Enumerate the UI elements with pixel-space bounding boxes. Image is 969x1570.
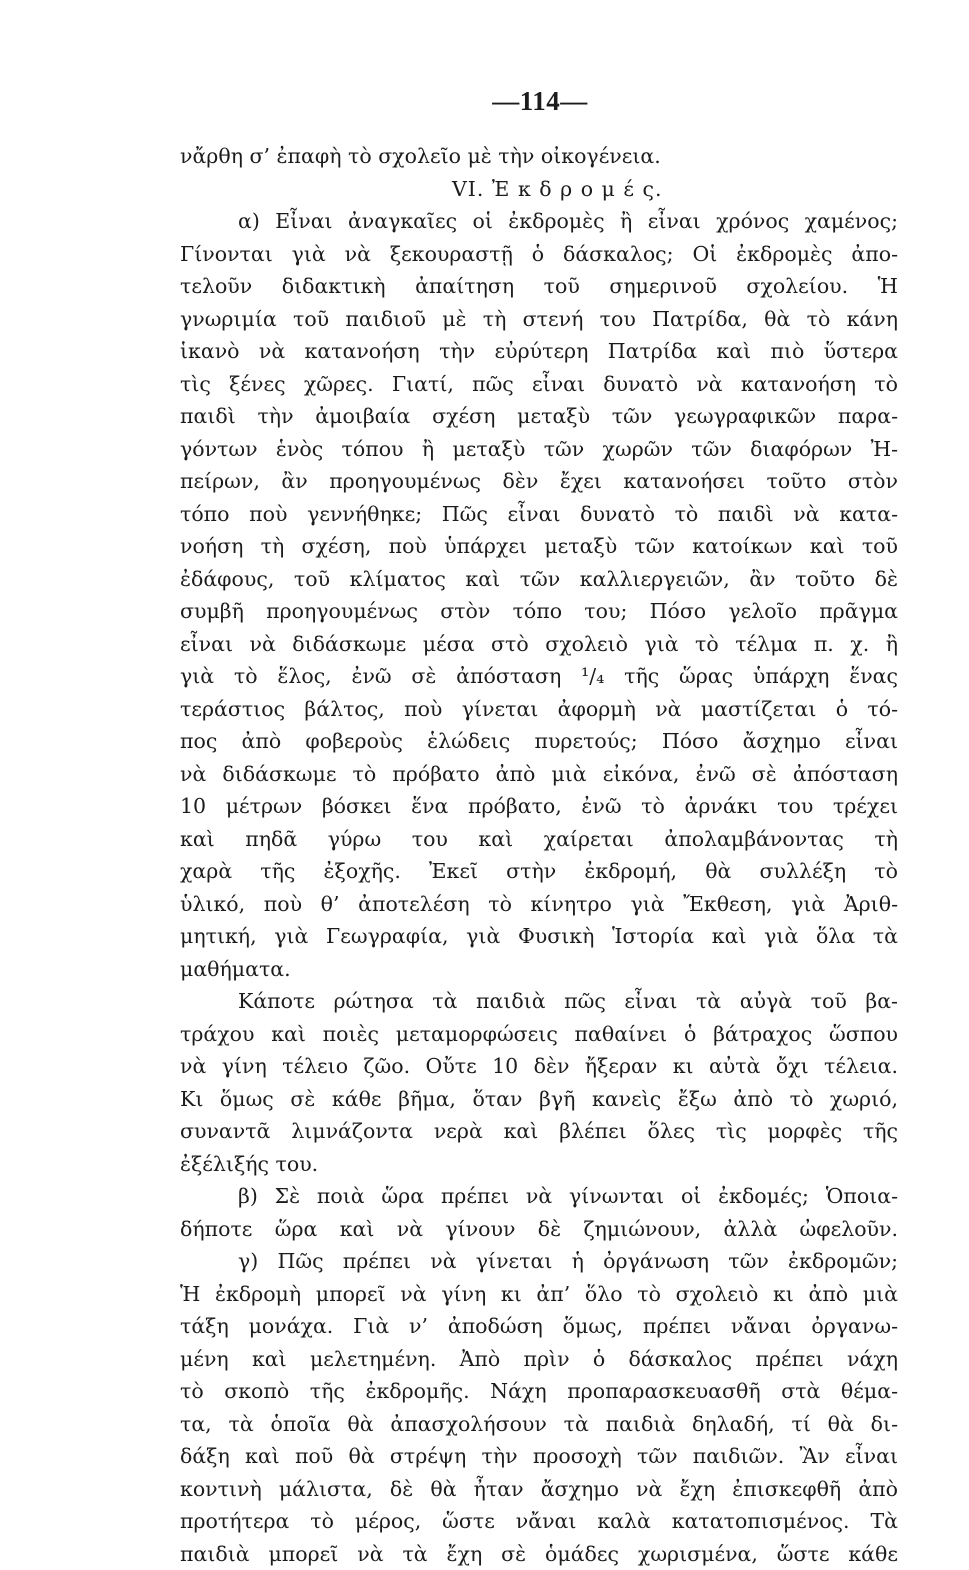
text-line: παιδιὰ μπορεῖ νὰ τὰ ἔχη σὲ ὁμάδες χωρισμένα, ὥστε κάθε: [180, 1538, 898, 1570]
text-line: συμβῆ προηγουμένως στὸν τόπο του; Πόσο γελοῖο πρᾶγμα: [180, 595, 898, 628]
text-line: παιδὶ τὴν ἀμοιβαία σχέση μεταξὺ τῶν γεωγραφικῶν παρα-: [180, 400, 898, 433]
text-line: χαρὰ τῆς ἐξοχῆς. Ἐκεῖ στὴν ἐκδρομή, θὰ συλλέξη τὸ: [180, 855, 898, 888]
section-heading: VI. Ἐ κ δ ρ ο μ έ ς.: [180, 173, 898, 206]
text-line: γ) Πῶς πρέπει νὰ γίνεται ἡ ὀργάνωση τῶν ἐκδρομῶν;: [180, 1245, 898, 1278]
text-line: τόπο ποὺ γεννήθηκε; Πῶς εἶναι δυνατὸ τὸ παιδὶ νὰ κατα-: [180, 498, 898, 531]
text-line: νὰ γίνη τέλειο ζῶο. Οὔτε 10 δὲν ἤξεραν κι αὐτὰ ὄχι τέλεια.: [180, 1050, 898, 1083]
text-line: τα, τὰ ὁποῖα θὰ ἀπασχολήσουν τὰ παιδιὰ δηλαδή, τί θὰ δι-: [180, 1408, 898, 1441]
text-line: β) Σὲ ποιὰ ὥρα πρέπει νὰ γίνωνται οἱ ἐκδομές; Ὁποια-: [180, 1180, 898, 1213]
text-line: α) Εἶναι ἀναγκαῖες οἱ ἐκδρομὲς ἢ εἶναι χρόνος χαμένος;: [180, 205, 898, 238]
text-line: πος ἀπὸ φοβεροὺς ἑλώδεις πυρετούς; Πόσο ἄσχημο εἶναι: [180, 725, 898, 758]
text-line: δάξη καὶ ποῦ θὰ στρέψη τὴν προσοχὴ τῶν παιδιῶν. Ἂν εἶναι: [180, 1440, 898, 1473]
text-line: τὸ σκοπὸ τῆς ἐκδρομῆς. Νάχη προπαρασκευασθῆ στὰ θέμα-: [180, 1375, 898, 1408]
text-line: δήποτε ὥρα καὶ νὰ γίνουν δὲ ζημιώνουν, ἀλλὰ ὠφελοῦν.: [180, 1213, 898, 1246]
text-line: γόντων ἑνὸς τόπου ἢ μεταξὺ τῶν χωρῶν τῶν διαφόρων Ἠ-: [180, 433, 898, 466]
text-line: ἱκανὸ νὰ κατανοήση τὴν εὐρύτερη Πατρίδα καὶ πιὸ ὕστερα: [180, 335, 898, 368]
text-line: εἶναι νὰ διδάσκωμε μέσα στὸ σχολειὸ γιὰ τὸ τέλμα π. χ. ἢ: [180, 628, 898, 661]
text-line: νὰ διδάσκωμε τὸ πρόβατο ἀπὸ μιὰ εἰκόνα, ἐνῶ σὲ ἀπόσταση: [180, 758, 898, 791]
text-line: μητική, γιὰ Γεωγραφία, γιὰ Φυσικὴ Ἱστορία καὶ γιὰ ὅλα τὰ: [180, 920, 898, 953]
text-line: κοντινὴ μάλιστα, δὲ θὰ ἦταν ἄσχημο νὰ ἔχη ἐπισκεφθῆ ἀπὸ: [180, 1473, 898, 1506]
body-text: [180, 140, 898, 1570]
text-line: Κι ὅμως σὲ κάθε βῆμα, ὅταν βγῆ κανεὶς ἔξω ἀπὸ τὸ χωριό,: [180, 1083, 898, 1116]
text-line: καὶ πηδᾶ γύρω του καὶ χαίρεται ἀπολαμβάνοντας τὴ: [180, 823, 898, 856]
text-line: ἐδάφους, τοῦ κλίματος καὶ τῶν καλλιεργειῶν, ἂν τοῦτο δὲ: [180, 563, 898, 596]
text-line: 10 μέτρων βόσκει ἕνα πρόβατο, ἐνῶ τὸ ἀρνάκι του τρέχει: [180, 790, 898, 823]
text-line: τεράστιος βάλτος, ποὺ γίνεται ἀφορμὴ νὰ μαστίζεται ὁ τό-: [180, 693, 898, 726]
text-line: γνωριμία τοῦ παιδιοῦ μὲ τὴ στενή του Πατρίδα, θὰ τὸ κάνη: [180, 303, 898, 336]
text-line: μένη καὶ μελετημένη. Ἀπὸ πρὶν ὁ δάσκαλος πρέπει νάχη: [180, 1343, 898, 1376]
text-line: τάξη μονάχα. Γιὰ ν’ ἀποδώση ὅμως, πρέπει νἄναι ὀργανω-: [180, 1310, 898, 1343]
text-line: γιὰ τὸ ἕλος, ἐνῶ σὲ ἀπόσταση ¹/₄ τῆς ὥρας ὑπάρχη ἕνας: [180, 660, 898, 693]
page-number: —114—: [0, 86, 969, 117]
text-line: ὑλικό, ποὺ θ’ ἀποτελέση τὸ κίνητρο γιὰ Ἔκθεση, γιὰ Ἀριθ-: [180, 888, 898, 921]
text-line: Γίνονται γιὰ νὰ ξεκουραστῇ ὁ δάσκαλος; Οἱ ἐκδρομὲς ἀπο-: [180, 238, 898, 271]
text-line: μαθήματα.: [180, 953, 898, 986]
text-line: τὶς ξένες χῶρες. Γιατί, πῶς εἶναι δυνατὸ νὰ κατανοήση τὸ: [180, 368, 898, 401]
text-line: τελοῦν διδακτικὴ ἀπαίτηση τοῦ σημερινοῦ σχολείου. Ἡ: [180, 270, 898, 303]
text-line: Κάποτε ρώτησα τὰ παιδιὰ πῶς εἶναι τὰ αὐγὰ τοῦ βα-: [180, 985, 898, 1018]
text-line: Ἡ ἐκδρομὴ μπορεῖ νὰ γίνη κι ἀπ’ ὅλο τὸ σχολειὸ κι ἀπὸ μιὰ: [180, 1278, 898, 1311]
text-line: ἐξέλιξής του.: [180, 1148, 898, 1181]
text-line: συναντᾶ λιμνάζοντα νερὰ καὶ βλέπει ὅλες τὶς μορφὲς τῆς: [180, 1115, 898, 1148]
text-line: νοήση τὴ σχέση, ποὺ ὑπάρχει μεταξὺ τῶν κατοίκων καὶ τοῦ: [180, 530, 898, 563]
text-line: τράχου καὶ ποιὲς μεταμορφώσεις παθαίνει ὁ βάτραχος ὥσπου: [180, 1018, 898, 1051]
text-line: προτήτερα τὸ μέρος, ὥστε νἄναι καλὰ κατατοπισμένος. Τὰ: [180, 1505, 898, 1538]
text-line: νἄρθη σ’ ἐπαφὴ τὸ σχολεῖο μὲ τὴν οἰκογένεια.: [180, 140, 898, 173]
text-line: πείρων, ἂν προηγουμένως δὲν ἔχει κατανοήσει τοῦτο στὸν: [180, 465, 898, 498]
